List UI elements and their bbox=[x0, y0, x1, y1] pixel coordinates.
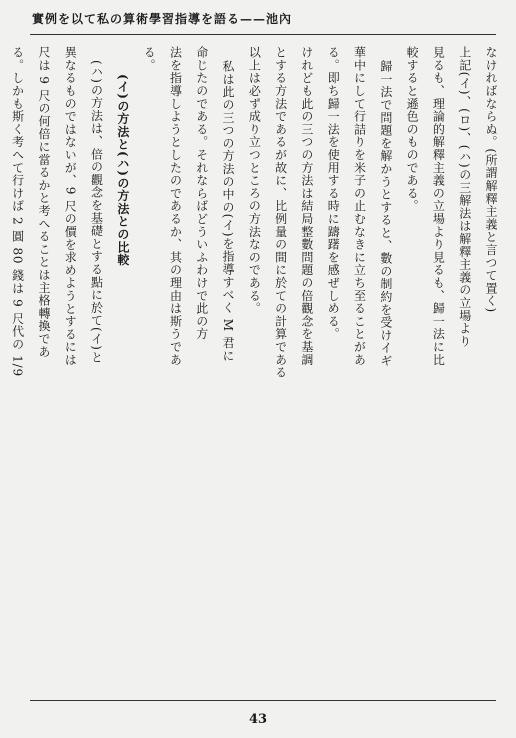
text-line: けれども此の三つの方法は結局整數問題の倍觀念を基調 bbox=[299, 46, 314, 366]
text-line: 法を指導しようとしたのであるか、其の理由は斯うであ bbox=[168, 46, 183, 366]
text-line bbox=[0, 46, 4, 686]
text-line: 上記(イ)、(ロ)、(ハ)の三解法は解釋主義の立場より bbox=[457, 46, 472, 348]
page-number: 43 bbox=[248, 712, 268, 727]
text-line: る。しかも斯く考へて行けば 2 圓 80 錢は 9 尺代の 1/9 bbox=[10, 46, 25, 377]
body-text bbox=[10, 46, 504, 686]
text-line: なければならぬ。(所謂解釋主義と言つて置く) bbox=[484, 46, 498, 313]
text-line: 較すると遜色のものである。 bbox=[405, 46, 420, 213]
text-line: 歸一法で問題を解かうとすると、數の制約を受けイギ bbox=[378, 60, 393, 368]
text-line: (ハ)の方法は、倍の觀念を基礎とする點に於て(イ)と bbox=[89, 60, 104, 364]
text-line: 尺は 9 尺の何倍に當るかと考へることは主格轉換であ bbox=[36, 46, 51, 359]
text-line: る。 bbox=[142, 46, 157, 72]
text-line: 命じたのである。それならばどういふわけで此の方 bbox=[194, 46, 209, 341]
text-line: 以上は必ず成り立つところの方法なのである。 bbox=[247, 46, 262, 315]
text-line: 私は此の三つの方法の中の(イ)を指導すべく M 君に bbox=[221, 60, 236, 363]
text-line: とする方法であるが故に、比例量の間に於ての計算である bbox=[273, 46, 288, 379]
section-heading: (イ)の方法と(ハ)の方法との比較 bbox=[115, 74, 130, 267]
header-rule bbox=[30, 34, 496, 35]
footer-rule bbox=[30, 700, 496, 701]
text-line: 異なるものではないが、9 尺の價を求めようとするには bbox=[63, 46, 78, 367]
running-header: 實例を以て私の算術學習指導を語る——池內 bbox=[32, 12, 293, 26]
text-line: 華中にして行詰りを米子の止むなきに立ち至ることがあ bbox=[352, 46, 367, 366]
text-line: 見るも、理論的解釋主義の立場より見るも、歸一法に比 bbox=[431, 46, 446, 366]
text-line: る。即ち歸一法を使用する時に躊躇を感ぜしめる。 bbox=[326, 46, 341, 341]
